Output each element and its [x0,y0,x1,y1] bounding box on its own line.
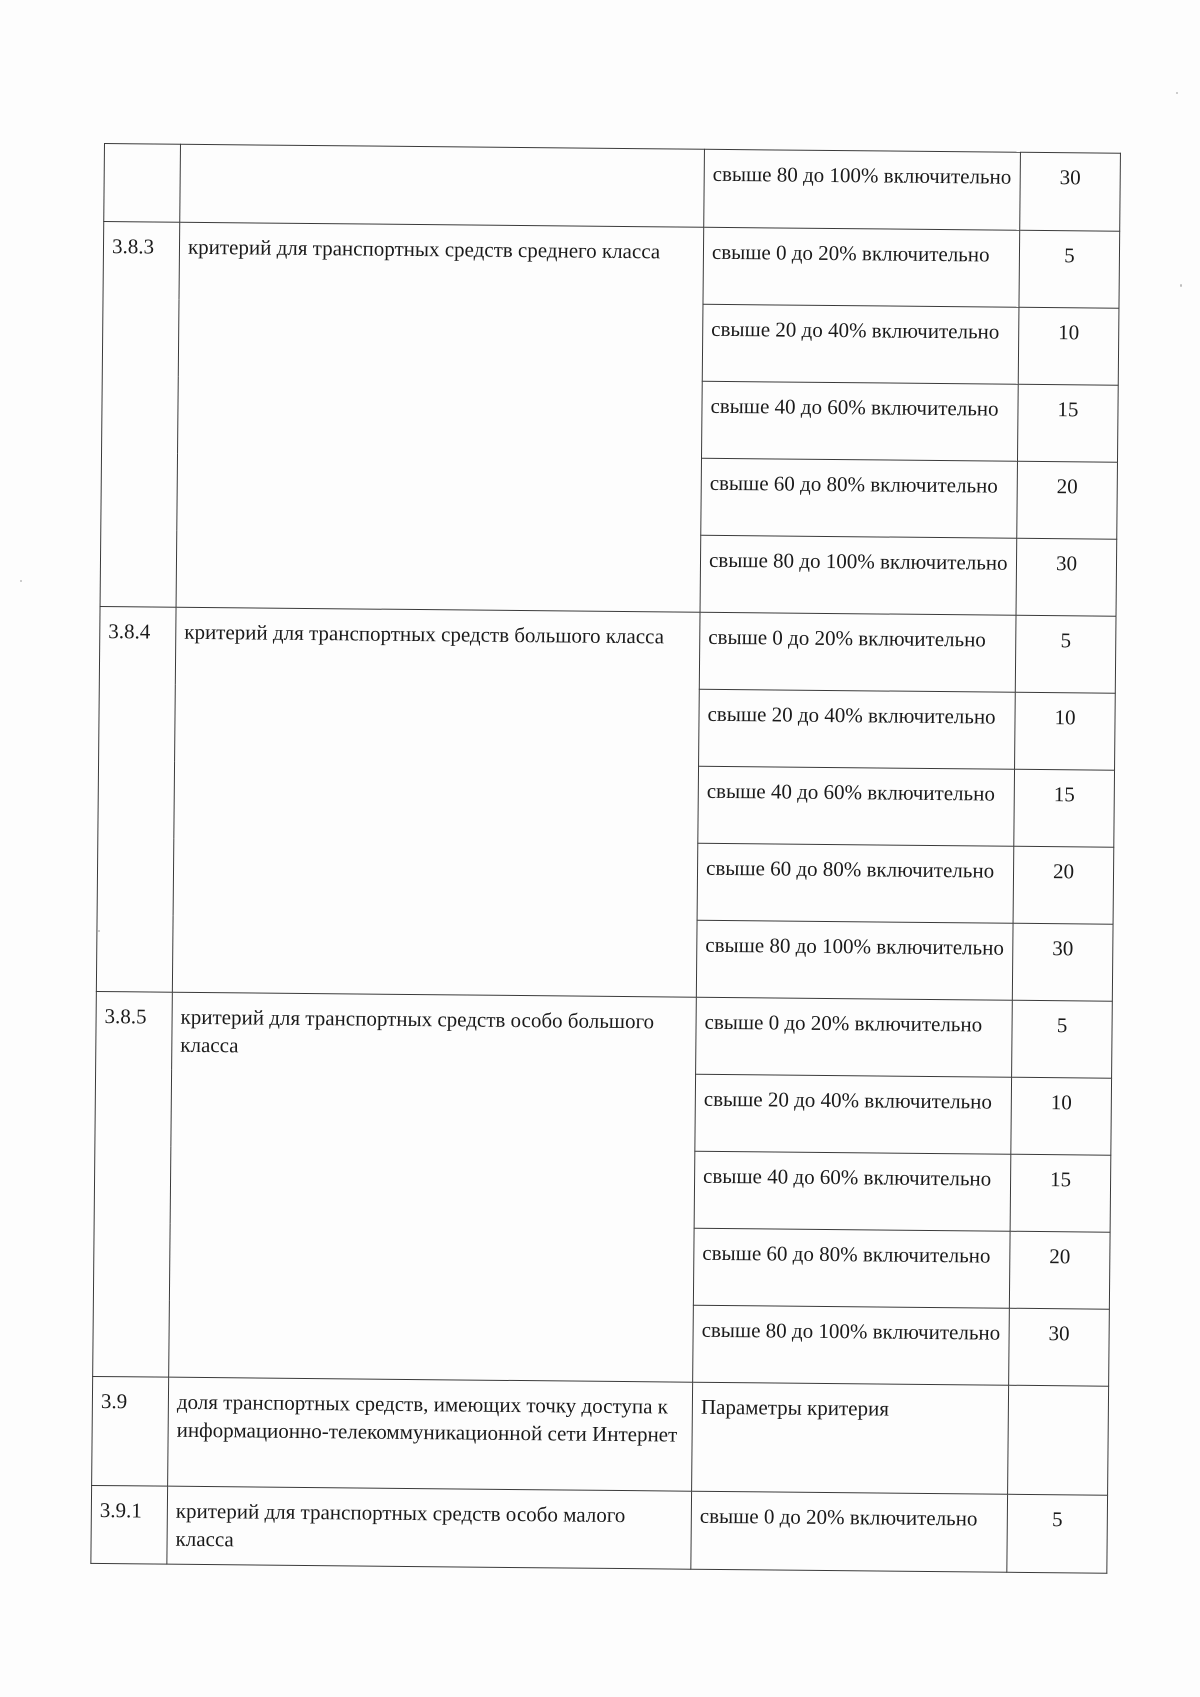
score-cell: 10 [1018,307,1119,385]
range-cell: свыше 40 до 60% включительно [702,381,1019,461]
criterion-description: доля транспортных средств, имеющих точку доступа к информационно-телекоммуникационной сети Интернет [168,1377,693,1491]
score-cell: 10 [1015,692,1116,770]
score-cell: 20 [1009,1231,1110,1309]
table-row [104,144,1121,232]
range-cell: свыше 20 до 40% включительно [699,689,1016,769]
score-cell: 5 [1007,1494,1108,1573]
score-cell: 5 [1015,615,1116,693]
range-cell: свыше 80 до 100% включительно [696,920,1013,1000]
table-row [103,222,1120,309]
range-cell: свыше 0 до 20% включительно [703,227,1020,307]
row-number: 3.8.5 [93,991,173,1377]
row-number [104,144,181,223]
score-cell: 20 [1017,461,1118,539]
table-row [96,991,1113,1078]
table-row [91,1485,1108,1573]
score-cell: 30 [1016,538,1117,616]
score-cell: 5 [1012,1000,1113,1078]
row-number: 3.8.4 [96,606,176,992]
table-row [92,1376,1109,1495]
score-cell: 10 [1011,1077,1112,1155]
criterion-description: критерий для транспортных средств среднего класса [176,222,704,612]
range-cell: свыше 80 до 100% включительно [693,1305,1010,1385]
range-cell: свыше 0 до 20% включительно [699,612,1016,692]
score-cell: 30 [1012,923,1113,1001]
criterion-description: критерий для транспортных средств особо малого класса [167,1486,692,1569]
score-cell: 20 [1013,846,1114,924]
score-cell: 15 [1010,1154,1111,1232]
criteria-table [90,143,1121,1574]
range-cell: свыше 60 до 80% включительно [697,843,1014,923]
range-cell: свыше 20 до 40% включительно [702,304,1019,384]
score-cell: 30 [1020,152,1121,231]
range-cell: свыше 0 до 20% включительно [696,997,1013,1077]
range-cell: свыше 40 до 60% включительно [698,766,1015,846]
scan-speck [20,580,22,582]
criterion-description [180,144,705,227]
scan-speck [1176,92,1178,94]
table-row [99,606,1116,693]
row-number: 3.8.3 [100,222,180,608]
range-cell: свыше 60 до 80% включительно [693,1228,1010,1308]
range-cell: свыше 40 до 60% включительно [694,1151,1011,1231]
scan-speck [1180,284,1182,287]
range-cell: Параметры критерия [692,1382,1009,1494]
criterion-description: критерий для транспортных средств большого класса [172,607,700,997]
row-number: 3.9 [92,1376,169,1486]
score-cell: 15 [1017,384,1118,462]
scan-speck [98,930,100,932]
row-number: 3.9.1 [91,1485,168,1564]
score-cell: 30 [1009,1308,1110,1386]
score-cell: 5 [1019,230,1120,308]
range-cell: свыше 80 до 100% включительно [700,535,1017,615]
criterion-description: критерий для транспортных средств особо большого класса [169,992,697,1382]
range-cell: свыше 0 до 20% включительно [691,1491,1008,1572]
score-cell: 15 [1014,769,1115,847]
score-cell [1008,1385,1109,1495]
range-cell: свыше 60 до 80% включительно [701,458,1018,538]
range-cell: свыше 80 до 100% включительно [704,149,1021,230]
range-cell: свыше 20 до 40% включительно [695,1074,1012,1154]
